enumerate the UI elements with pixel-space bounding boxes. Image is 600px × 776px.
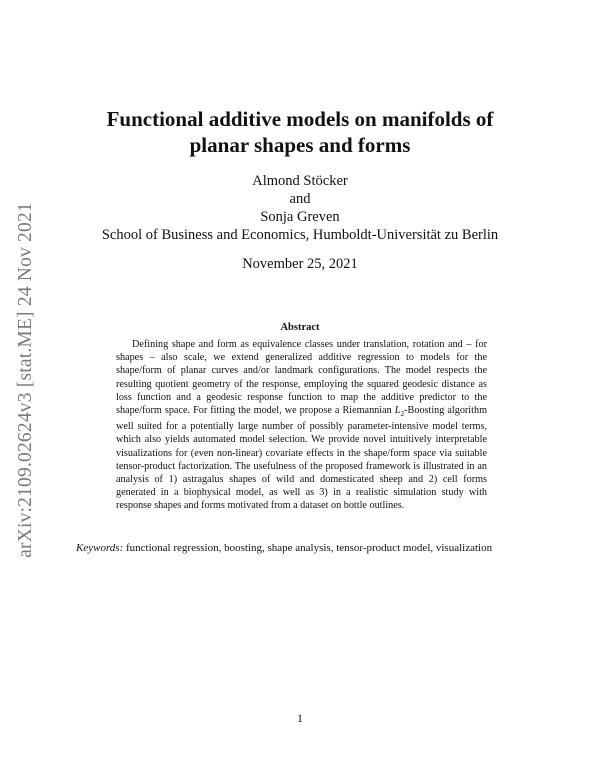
affiliation: School of Business and Economics, Humboldt-Universität zu Berlin bbox=[101, 227, 499, 243]
math-subscript: 2 bbox=[400, 409, 405, 419]
author-1: Almond Stöcker bbox=[252, 173, 348, 189]
abstract-body bbox=[116, 338, 487, 513]
paper-title bbox=[70, 106, 530, 158]
abstract-heading: Abstract bbox=[280, 322, 320, 333]
title-line-1: Functional additive models on manifolds of bbox=[106, 107, 494, 131]
title-line-2: planar shapes and forms bbox=[189, 133, 411, 157]
math-symbol-L: L bbox=[394, 405, 401, 417]
arxiv-identifier-stamp bbox=[6, 195, 46, 565]
publication-date: November 25, 2021 bbox=[242, 256, 358, 272]
page-number: 1 bbox=[297, 711, 303, 725]
arxiv-identifier-text: arXiv:2109.02624v3 [stat.ME] 24 Nov 2021 bbox=[15, 202, 36, 558]
keywords-label: Keywords: bbox=[76, 542, 124, 554]
abstract-text-part-2: -Boosting algorithm well suited for a potentially large number of possibly parameter-intensive model terms, which also yields automated model selection. We provide novel intuitively interpretable visualizations for (even non-linear) covariate effects in the shape/form space via suitable tensor-product factorization. The usefulness of the proposed framework is illustrated in an analysis of 1) astragalus shapes of wild and domesticated sheep and 2) cell forms generated in a biophysical model, as well as 3) in a realistic simulation study with response shapes and forms motivated from a dataset on bottle outlines. bbox=[116, 405, 487, 512]
keywords-section bbox=[76, 541, 526, 556]
author-2: Sonja Greven bbox=[260, 209, 340, 225]
author-conjunction: and bbox=[289, 191, 311, 207]
abstract-text-part-1: Defining shape and form as equivalence classes under translation, rotation and – for shapes – also scale, we extend generalized additive regression to models for the shape/form of planar curves and/or landmark configurations. The model respects the resulting quotient geometry of the response, employing the squared geodesic distance as loss function and a geodesic response function to map the additive predictor to the shape/form space. For fitting the model, we propose a Riemannian bbox=[116, 339, 487, 417]
keywords-text: functional regression, boosting, shape analysis, tensor-product model, visualization bbox=[126, 542, 493, 554]
